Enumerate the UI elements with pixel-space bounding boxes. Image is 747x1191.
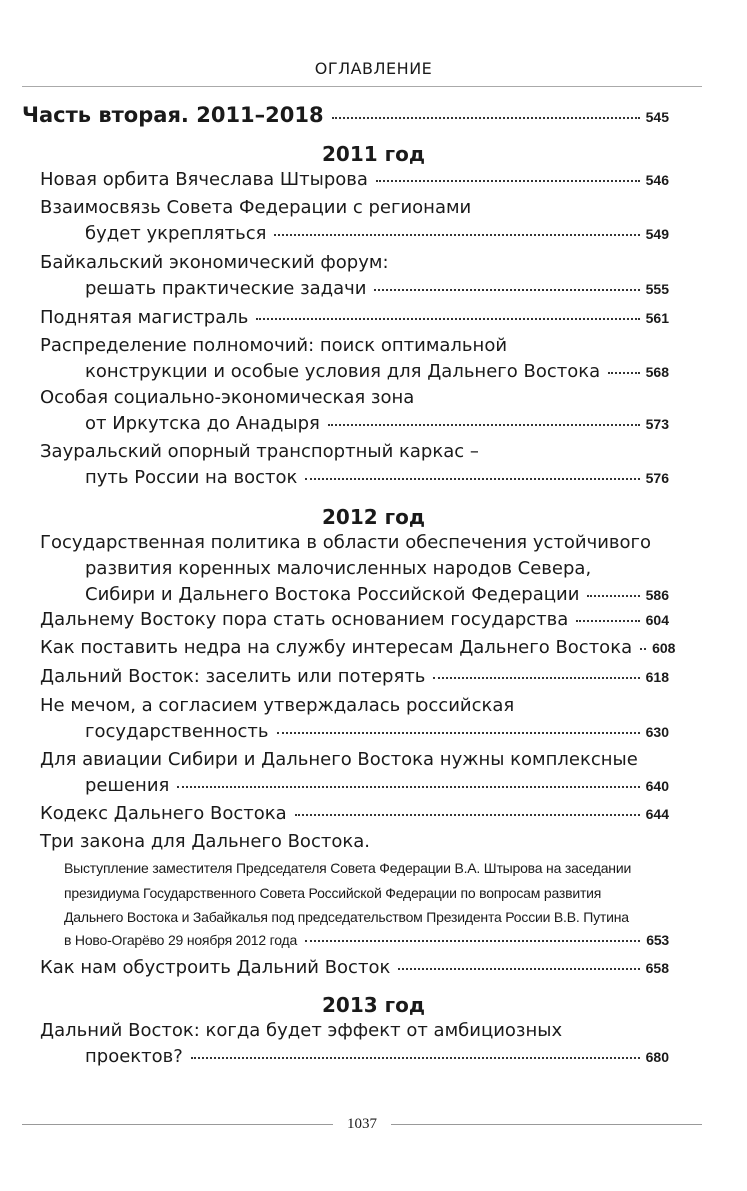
toc-entry-title-line[interactable]: Государственная политика в области обеспечения устойчивого (40, 532, 652, 553)
toc-entry[interactable] (40, 609, 669, 630)
page-footer (22, 1116, 702, 1133)
dot-leader (277, 732, 640, 734)
toc-entry-title-line[interactable]: развития коренных малочисленных народов Севера, (85, 558, 592, 579)
dot-leader (587, 595, 639, 597)
page-number: 630 (645, 724, 669, 740)
page-header: ОГЛАВЛЕНИЕ (314, 59, 433, 78)
toc-entry-subtitle: Выступление заместителя Председателя Совета Федерации В.А. Штырова на заседании (64, 860, 632, 876)
footer-rule-left (22, 1124, 333, 1125)
page-number: 644 (645, 806, 669, 822)
toc-entry[interactable] (64, 932, 669, 948)
entry-title-cont: Сибири и Дальнего Востока Российской Федерации (85, 584, 580, 605)
page-number: 549 (645, 226, 669, 242)
page-number: 545 (645, 109, 669, 125)
toc-entry-title-line[interactable]: Зауральский опорный транспортный каркас – (40, 441, 479, 462)
page-number: 658 (645, 960, 669, 976)
dot-leader (295, 814, 640, 816)
entry-title: Как нам обустроить Дальний Восток (40, 957, 391, 978)
toc-part-entry[interactable] (22, 103, 669, 127)
toc-entry[interactable] (40, 307, 669, 328)
entry-title: Кодекс Дальнего Востока (40, 803, 287, 824)
dot-leader (374, 289, 639, 291)
dot-leader (305, 478, 639, 480)
dot-leader (274, 234, 639, 236)
entry-title-cont: решать практические задачи (85, 278, 367, 299)
toc-entry[interactable] (85, 1046, 669, 1067)
toc-entry[interactable] (85, 223, 669, 244)
page-number: 586 (645, 587, 669, 603)
entry-title-cont: решения (85, 775, 170, 796)
header-rule (22, 86, 702, 87)
toc-entry-title-line[interactable]: Распределение полномочий: поиск оптимальной (40, 335, 508, 356)
toc-entry[interactable] (85, 775, 669, 796)
toc-entry-title-line[interactable]: Байкальский экономический форум: (40, 252, 389, 273)
page-number: 555 (645, 281, 669, 297)
page-number: 576 (645, 470, 669, 486)
toc-entry[interactable] (40, 169, 669, 190)
dot-leader (305, 940, 640, 942)
entry-subtitle: в Ново-Огарёво 29 ноября 2012 года (64, 932, 298, 948)
page-number: 680 (645, 1049, 669, 1065)
part-title: Часть вторая. 2011–2018 (22, 103, 324, 127)
toc-entry-title-line[interactable]: Не мечом, а согласием утверждалась российская (40, 695, 515, 716)
dot-leader (191, 1057, 640, 1059)
toc-entry[interactable] (40, 803, 669, 824)
page-number: 618 (645, 669, 669, 685)
entry-title-cont: проектов? (85, 1046, 183, 1067)
entry-title-cont: будет укрепляться (85, 223, 267, 244)
entry-title-cont: путь России на восток (85, 467, 298, 488)
dot-leader (376, 180, 640, 182)
dot-leader (256, 318, 639, 320)
dot-leader (177, 786, 639, 788)
entry-title-cont: от Иркутска до Анадыря (85, 413, 320, 434)
toc-entry[interactable] (85, 413, 669, 434)
page-number: 561 (645, 310, 669, 326)
year-heading-2011: 2011 год (322, 142, 425, 166)
page-number: 640 (645, 778, 669, 794)
dot-leader (398, 968, 639, 970)
toc-entry-subtitle: президиума Государственного Совета Российской Федерации по вопросам развития (64, 885, 602, 901)
entry-title: Дальний Восток: заселить или потерять (40, 666, 426, 687)
entry-title: Поднятая магистраль (40, 307, 249, 328)
dot-leader (576, 620, 639, 622)
page-number: 653 (646, 932, 669, 948)
toc-entry[interactable] (40, 666, 669, 687)
footer-page-number: 1037 (347, 1116, 377, 1132)
toc-entry-subtitle: Дальнего Востока и Забайкалья под председательством Президента России В.В. Путина (64, 909, 629, 925)
toc-entry-title-line[interactable]: Для авиации Сибири и Дальнего Востока нужны комплексные (40, 749, 638, 770)
toc-entry[interactable] (85, 721, 669, 742)
toc-entry[interactable] (85, 278, 669, 299)
toc-entry[interactable] (40, 637, 676, 658)
dot-leader (640, 648, 646, 650)
dot-leader (608, 372, 640, 374)
toc-entry-title-line[interactable]: Дальний Восток: когда будет эффект от амбициозных (40, 1020, 563, 1041)
page-number: 568 (645, 364, 669, 380)
toc-entry-title-line[interactable]: Особая социально-экономическая зона (40, 387, 415, 408)
entry-title: Новая орбита Вячеслава Штырова (40, 169, 368, 190)
toc-entry[interactable] (40, 957, 669, 978)
dot-leader (433, 677, 639, 679)
toc-entry[interactable] (85, 467, 669, 488)
entry-title-cont: государственность (85, 721, 269, 742)
dot-leader (332, 117, 640, 119)
year-heading-2012: 2012 год (322, 505, 425, 529)
entry-title: Как поставить недра на службу интересам Дальнего Востока (40, 637, 633, 658)
entry-title-cont: конструкции и особые условия для Дальнего Востока (85, 361, 601, 382)
toc-entry-title-line[interactable]: Взаимосвязь Совета Федерации с регионами (40, 197, 472, 218)
year-heading-2013: 2013 год (322, 993, 425, 1017)
page-number: 546 (645, 172, 669, 188)
dot-leader (328, 424, 640, 426)
entry-title: Дальнему Востоку пора стать основанием государства (40, 609, 569, 630)
toc-entry[interactable] (85, 584, 669, 605)
page-number: 608 (652, 640, 676, 656)
footer-rule-right (391, 1124, 702, 1125)
toc-entry-title-line[interactable]: Три закона для Дальнего Востока. (40, 831, 370, 852)
page-number: 604 (645, 612, 669, 628)
page-number: 573 (645, 416, 669, 432)
toc-entry[interactable] (85, 361, 669, 382)
